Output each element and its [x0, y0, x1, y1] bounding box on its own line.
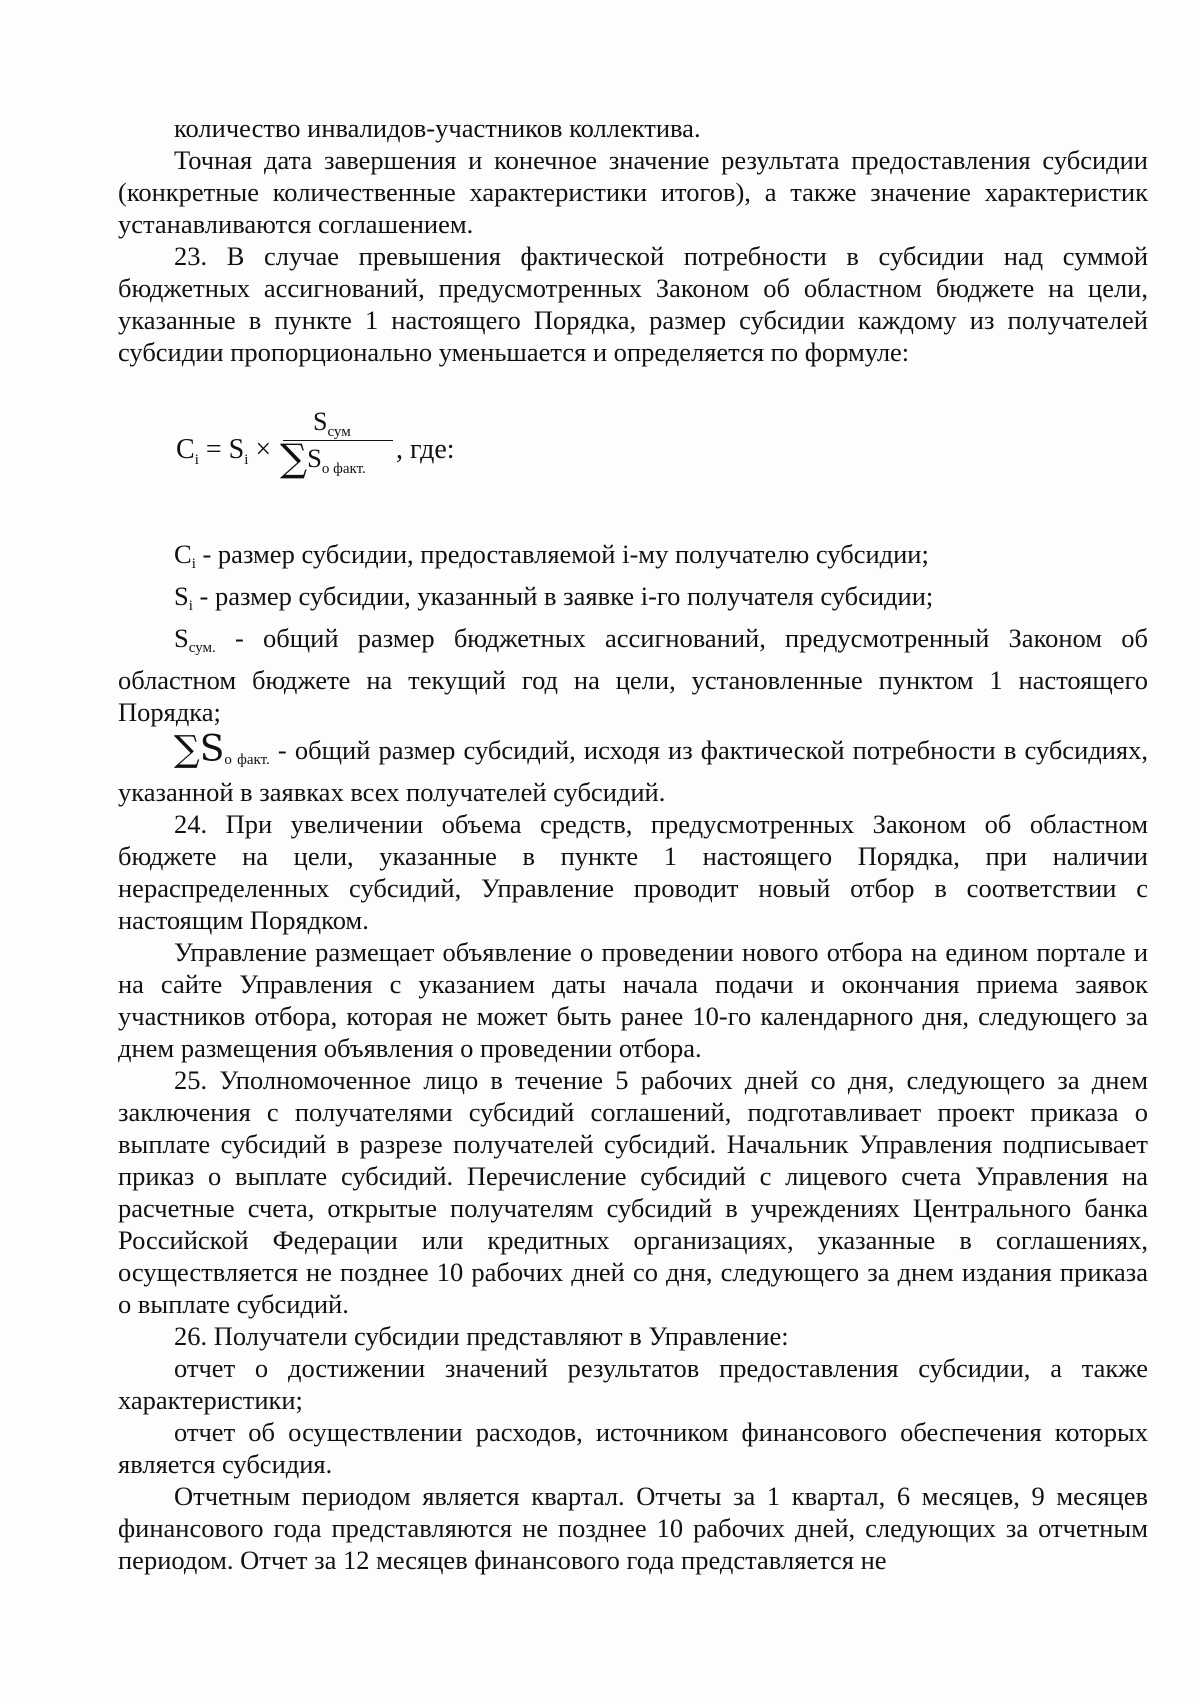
paragraph-disabled-count: количество инвалидов-участников коллектива.	[174, 113, 701, 143]
paragraph-26-report-results: отчет о достижении значений результатов предоставления субсидии, а также характеристики;	[118, 1353, 1148, 1415]
definition-si	[118, 580, 1148, 622]
formula-denominator-symbol: S	[307, 443, 322, 473]
definition-ssum-symbol: S	[174, 623, 189, 653]
definition-si-text: - размер субсидии, указанный в заявке i-го получателя субсидии;	[192, 581, 934, 611]
paragraph-25: 25. Уполномоченное лицо в течение 5 рабочих дней со дня, следующего за днем заключения с получателями субсидий соглашений, подготавливает проект приказа о выплате субсидий в разрезе получателей субсидий. Начальник Управления подписывает приказ о выплате субсидий. Перечисление субсидий с лицевого счета Управления на расчетные счета, открытые получателям субсидий в учреждениях Центрального банка Российской Федерации или кредитных организациях, указанные в соглашениях, осуществляется не позднее 10 рабочих дней со дня, следующего за днем издания приказа о выплате субсидий.	[118, 1065, 1148, 1319]
paragraph-26-report-expenses: отчет об осуществлении расходов, источником финансового обеспечения которых является субсидия.	[118, 1417, 1148, 1479]
paragraph-23: 23. В случае превышения фактической потребности в субсидии над суммой бюджетных ассигнований, предусмотренных Законом об областном бюджете на цели, указанные в пункте 1 настоящего Порядка, размер субсидии каждому из получателей субсидии пропорционально уменьшается и определяется по формуле:	[118, 241, 1148, 367]
paragraph-completion-date: Точная дата завершения и конечное значение результата предоставления субсидии (конкретные количественные характеристики итогов), а также значение характеристик устанавливаются соглашением.	[118, 145, 1148, 239]
definition-ssum-sub: сум.	[188, 640, 216, 656]
formula-where: , где:	[396, 434, 455, 465]
formula-si-sub: i	[244, 452, 249, 468]
formula-numerator-sub: сум	[327, 424, 351, 440]
formula-denominator	[280, 436, 366, 485]
definition-si-sub: i	[188, 598, 193, 614]
document-body	[118, 112, 1148, 1576]
formula-denominator-sub: о факт.	[321, 461, 366, 477]
paragraph-26: 26. Получатели субсидии представляют в Управление:	[174, 1321, 789, 1351]
definition-ssum	[118, 622, 1148, 728]
formula-equals-si: = S	[198, 434, 245, 465]
formula-numerator-symbol: S	[313, 407, 328, 436]
formula-lhs: C	[176, 434, 195, 465]
definition-ci-sub: i	[191, 556, 196, 572]
formula-times: ×	[248, 434, 272, 465]
sigma-icon: ∑	[280, 436, 308, 480]
definition-ssum-text: - общий размер бюджетных ассигнований, предусмотренный Законом об областном бюджете на текущий год на цели, установленные пунктом 1 настоящего Порядка;	[118, 623, 1148, 727]
definition-sfact	[118, 729, 1148, 808]
formula-lhs-sub: i	[194, 452, 199, 468]
formula-left-side	[176, 434, 271, 476]
paragraph-24: 24. При увеличении объема средств, предусмотренных Законом об областном бюджете на цели, указанные в пункте 1 настоящего Порядка, при наличии нераспределенных субсидий, Управление проводит новый отбор в соответствии с настоящим Порядком.	[118, 809, 1148, 935]
definition-si-symbol: S	[174, 581, 189, 611]
subsidy-formula	[118, 394, 1148, 514]
definition-ci-text: - размер субсидии, предоставляемой i-му получателю субсидии;	[195, 539, 929, 569]
definition-ci	[118, 538, 1148, 580]
definition-sfact-symbol: ∑S	[174, 729, 225, 770]
paragraph-24-announcement: Управление размещает объявление о проведении нового отбора на едином портале и на сайте Управления с указанием даты начала подачи и окончания приема заявок участников отбора, которая не может быть ранее 10-го календарного дня, следующего за днем размещения объявления о проведении отбора.	[118, 937, 1148, 1063]
definition-sfact-text: - общий размер субсидий, исходя из фактической потребности в субсидиях, указанной в заявках всех получателей субсидий.	[118, 735, 1148, 807]
paragraph-26-reporting-period: Отчетным периодом является квартал. Отчеты за 1 квартал, 6 месяцев, 9 месяцев финансового года представляются не позднее 10 рабочих дней, следующих за отчетным периодом. Отчет за 12 месяцев финансового года представляется не	[118, 1481, 1148, 1575]
definition-sfact-sub: о факт.	[224, 752, 270, 768]
definition-ci-symbol: C	[174, 539, 192, 569]
